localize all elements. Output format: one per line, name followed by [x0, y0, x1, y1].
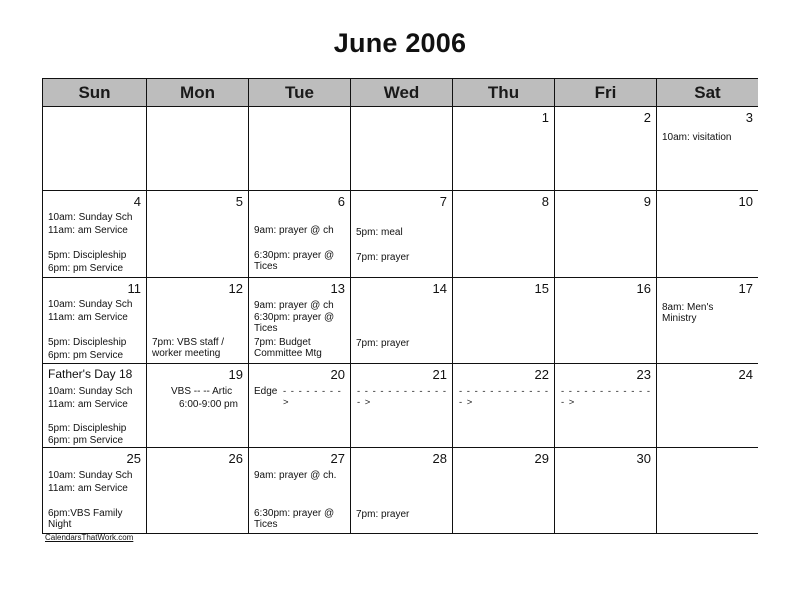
day-number: 30	[636, 451, 651, 466]
day-header-sun: Sun	[43, 79, 147, 107]
day-cell-26[interactable]	[147, 448, 249, 533]
day-number: 10	[738, 194, 753, 209]
day-header-fri: Fri	[555, 79, 657, 107]
day-cell-4[interactable]	[43, 191, 147, 278]
day-cell-empty	[351, 107, 453, 191]
day-number: 16	[636, 281, 651, 296]
event-entry[interactable]: 6:00-9:00 pm	[179, 399, 238, 410]
event-entry[interactable]: 6pm: pm Service	[48, 435, 124, 446]
day-cell-28[interactable]	[351, 448, 453, 533]
day-cell-5[interactable]	[147, 191, 249, 278]
day-cell-2[interactable]	[555, 107, 657, 191]
event-entry[interactable]: 10am: Sunday Sch	[48, 386, 133, 397]
day-cell-10[interactable]	[657, 191, 758, 278]
event-continuation-arrow: - - - - - - - - - - - - - >	[357, 386, 447, 408]
day-cell-7[interactable]	[351, 191, 453, 278]
day-cell-empty	[249, 107, 351, 191]
day-number: 6	[337, 194, 345, 209]
day-number: 15	[534, 281, 549, 296]
day-number: 14	[432, 281, 447, 296]
event-entry[interactable]: 8am: Men's Ministry	[662, 302, 714, 324]
day-cell-15[interactable]	[453, 278, 555, 364]
day-cell-19[interactable]	[147, 364, 249, 448]
day-header-wed: Wed	[351, 79, 453, 107]
day-cell-27[interactable]	[249, 448, 351, 533]
event-entry[interactable]: 7pm: Budget Committee Mtg	[254, 337, 322, 359]
day-number: 8	[541, 194, 549, 209]
day-header-tue: Tue	[249, 79, 351, 107]
event-entry[interactable]: 10am: visitation	[662, 132, 732, 143]
event-entry[interactable]: 10am: Sunday Sch	[48, 212, 133, 223]
event-entry[interactable]: 5pm: meal	[356, 227, 403, 238]
day-number: 29	[534, 451, 549, 466]
day-header-sat: Sat	[657, 79, 758, 107]
day-number: 23	[636, 367, 651, 382]
event-entry[interactable]: 11am: am Service	[48, 399, 128, 410]
event-entry[interactable]: 9am: prayer @ ch.	[254, 470, 337, 481]
day-number: 1	[541, 110, 549, 125]
day-number: 7	[439, 194, 447, 209]
event-entry[interactable]: 11am: am Service	[48, 312, 128, 323]
day-number: 3	[745, 110, 753, 125]
fathers-day-label: Father's Day 18	[48, 367, 133, 381]
event-entry[interactable]: 6:30pm: prayer @ Tices	[254, 312, 335, 334]
day-number: 9	[643, 194, 651, 209]
day-number: 12	[228, 281, 243, 296]
event-entry[interactable]: 9am: prayer @ ch	[254, 225, 334, 236]
event-entry[interactable]: 6pm: pm Service	[48, 350, 124, 361]
event-entry[interactable]: 6:30pm: prayer @ Tices	[254, 250, 335, 272]
event-entry[interactable]: 6pm:VBS Family Night	[48, 508, 123, 530]
day-cell-8[interactable]	[453, 191, 555, 278]
event-entry[interactable]: Edge	[254, 386, 278, 397]
day-number: 26	[228, 451, 243, 466]
event-continuation-arrow: - - - - - - - - - - - - - >	[459, 386, 549, 408]
day-cell-empty	[43, 107, 147, 191]
day-cell-22[interactable]	[453, 364, 555, 448]
day-number: 11	[127, 281, 141, 296]
day-number: 13	[330, 281, 345, 296]
event-continuation-arrow: - - - - - - - - - - - - - >	[561, 386, 651, 408]
calendar-grid	[42, 78, 758, 534]
day-cell-3[interactable]	[657, 107, 758, 191]
day-cell-16[interactable]	[555, 278, 657, 364]
event-entry[interactable]: 9am: prayer @ ch	[254, 300, 334, 311]
day-cell-12[interactable]	[147, 278, 249, 364]
day-cell-29[interactable]	[453, 448, 555, 533]
event-entry[interactable]: 5pm: Discipleship	[48, 337, 127, 348]
day-cell-24[interactable]	[657, 364, 758, 448]
day-number: 17	[738, 281, 753, 296]
day-number: 24	[738, 367, 753, 382]
day-cell-6[interactable]	[249, 191, 351, 278]
day-number: 20	[330, 367, 345, 382]
calendar-title: June 2006	[333, 28, 467, 58]
event-entry[interactable]: 10am: Sunday Sch	[48, 470, 133, 481]
day-cell-11[interactable]	[43, 278, 147, 364]
event-entry[interactable]: 5pm: Discipleship	[48, 250, 127, 261]
day-cell-9[interactable]	[555, 191, 657, 278]
day-number: 4	[133, 194, 141, 209]
day-cell-empty	[147, 107, 249, 191]
day-cell-23[interactable]	[555, 364, 657, 448]
event-entry[interactable]: 7pm: prayer	[356, 338, 410, 349]
day-cell-30[interactable]	[555, 448, 657, 533]
day-number: 25	[126, 451, 141, 466]
event-continuation-arrow: - - - - - - - - >	[283, 386, 342, 408]
event-entry[interactable]: 6pm: pm Service	[48, 263, 124, 274]
day-number: 21	[432, 367, 447, 382]
day-header-mon: Mon	[147, 79, 249, 107]
event-entry[interactable]: 7pm: prayer	[356, 252, 410, 263]
event-entry[interactable]: VBS -- -- Artic	[171, 386, 233, 397]
day-number: 19	[228, 367, 243, 382]
day-cell-21[interactable]	[351, 364, 453, 448]
day-number: 22	[534, 367, 549, 382]
event-entry[interactable]: 11am: am Service	[48, 225, 128, 236]
day-number: 2	[643, 110, 651, 125]
event-entry[interactable]: 6:30pm: prayer @ Tices	[254, 508, 335, 530]
day-number: 5	[235, 194, 243, 209]
day-cell-13[interactable]	[249, 278, 351, 364]
day-cell-18[interactable]	[43, 364, 147, 448]
day-cell-empty	[657, 448, 758, 533]
event-entry[interactable]: 10am: Sunday Sch	[48, 299, 133, 310]
day-header-thu: Thu	[453, 79, 555, 107]
event-entry[interactable]: 5pm: Discipleship	[48, 423, 127, 434]
day-cell-1[interactable]	[453, 107, 555, 191]
day-number: 28	[432, 451, 447, 466]
day-cell-20[interactable]	[249, 364, 351, 448]
day-cell-25[interactable]	[43, 448, 147, 533]
event-entry[interactable]: 7pm: prayer	[356, 509, 410, 520]
day-cell-14[interactable]	[351, 278, 453, 364]
event-entry[interactable]: 7pm: VBS staff / worker meeting	[152, 337, 225, 359]
footer-credit-link[interactable]: CalendarsThatWork.com	[45, 533, 134, 542]
day-number: 27	[330, 451, 345, 466]
event-entry[interactable]: 11am: am Service	[48, 483, 128, 494]
day-cell-17[interactable]	[657, 278, 758, 364]
